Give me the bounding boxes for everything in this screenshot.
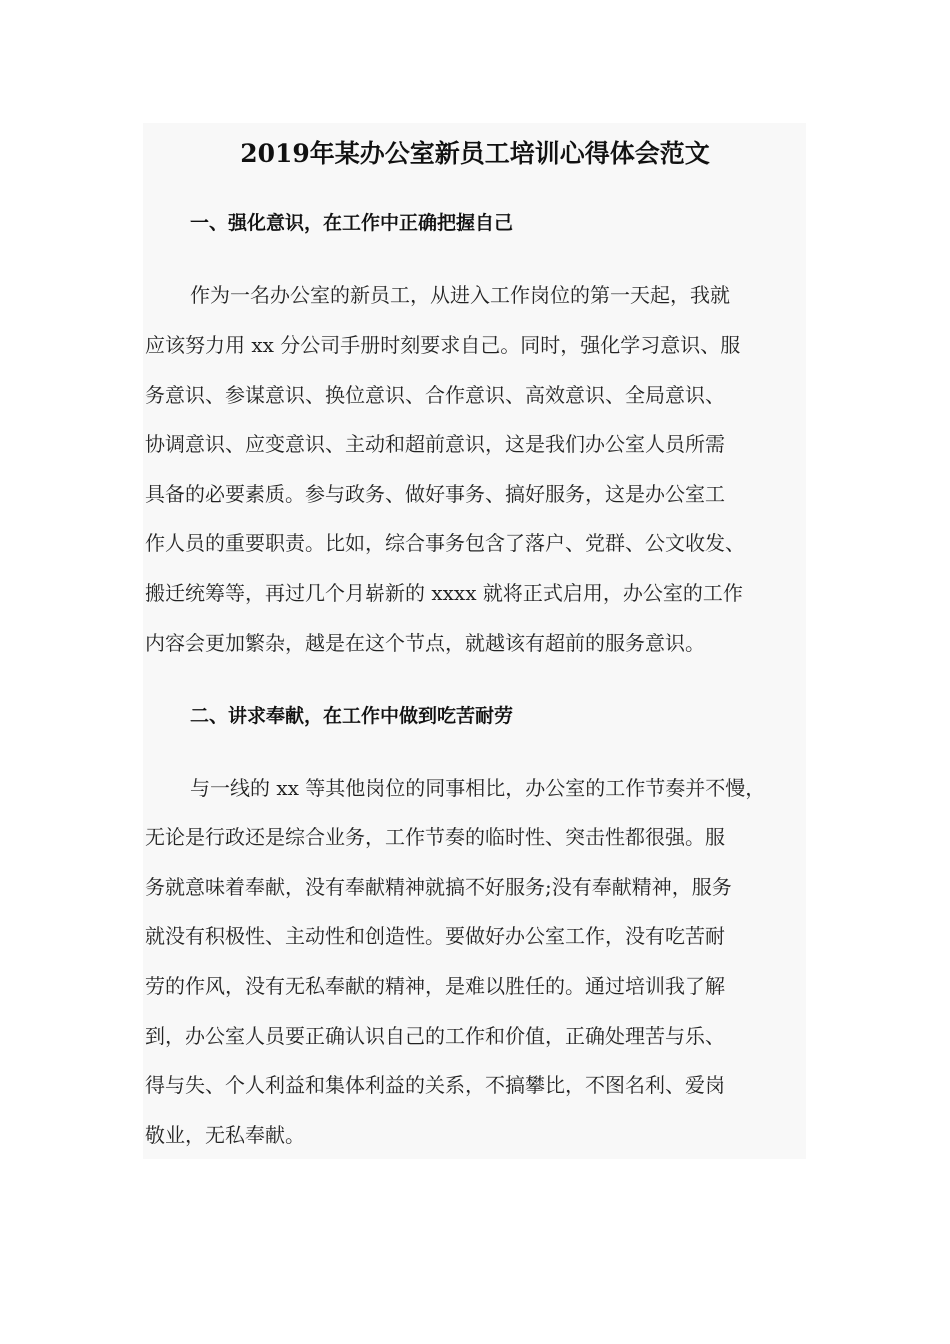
document-title: 2019年某办公室新员工培训心得体会范文: [240, 139, 710, 168]
paragraph-line: 劳的作风，没有无私奉献的精神，是难以胜任的。通过培训我了解: [145, 974, 725, 998]
paragraph-line: 到，办公室人员要正确认识自己的工作和价值，正确处理苦与乐、: [145, 1024, 725, 1048]
paragraph-line: 务就意味着奉献，没有奉献精神就搞不好服务;没有奉献精神，服务: [145, 875, 732, 899]
paragraph-line: 搬迁统筹等，再过几个月崭新的 xxxx 就将正式启用，办公室的工作: [145, 581, 743, 605]
paragraph-line: 应该努力用 xx 分公司手册时刻要求自己。同时，强化学习意识、服: [145, 333, 741, 357]
paragraph-line: 敬业，无私奉献。: [145, 1123, 305, 1147]
paragraph-line: 协调意识、应变意识、主动和超前意识，这是我们办公室人员所需: [145, 432, 725, 456]
paragraph-line: 就没有积极性、主动性和创造性。要做好办公室工作，没有吃苦耐: [145, 924, 725, 948]
section-heading-1: 一、强化意识，在工作中正确把握自己: [190, 212, 514, 234]
paragraph-line: 务意识、参谋意识、换位意识、合作意识、高效意识、全局意识、: [145, 383, 725, 407]
paragraph-line: 得与失、个人利益和集体利益的关系，不搞攀比，不图名利、爱岗: [145, 1073, 725, 1097]
section-heading-2: 二、讲求奉献，在工作中做到吃苦耐劳: [190, 705, 514, 727]
paragraph-line: 内容会更加繁杂，越是在这个节点，就越该有超前的服务意识。: [145, 631, 705, 655]
paragraph-line: 无论是行政还是综合业务，工作节奏的临时性、突击性都很强。服: [145, 825, 725, 849]
paragraph-line: 与一线的 xx 等其他岗位的同事相比，办公室的工作节奏并不慢，: [190, 776, 766, 800]
paragraph-line: 作为一名办公室的新员工，从进入工作岗位的第一天起，我就: [190, 283, 730, 307]
paragraph-line: 作人员的重要职责。比如，综合事务包含了落户、党群、公文收发、: [145, 531, 745, 555]
paragraph-line: 具备的必要素质。参与政务、做好事务、搞好服务，这是办公室工: [145, 482, 725, 506]
